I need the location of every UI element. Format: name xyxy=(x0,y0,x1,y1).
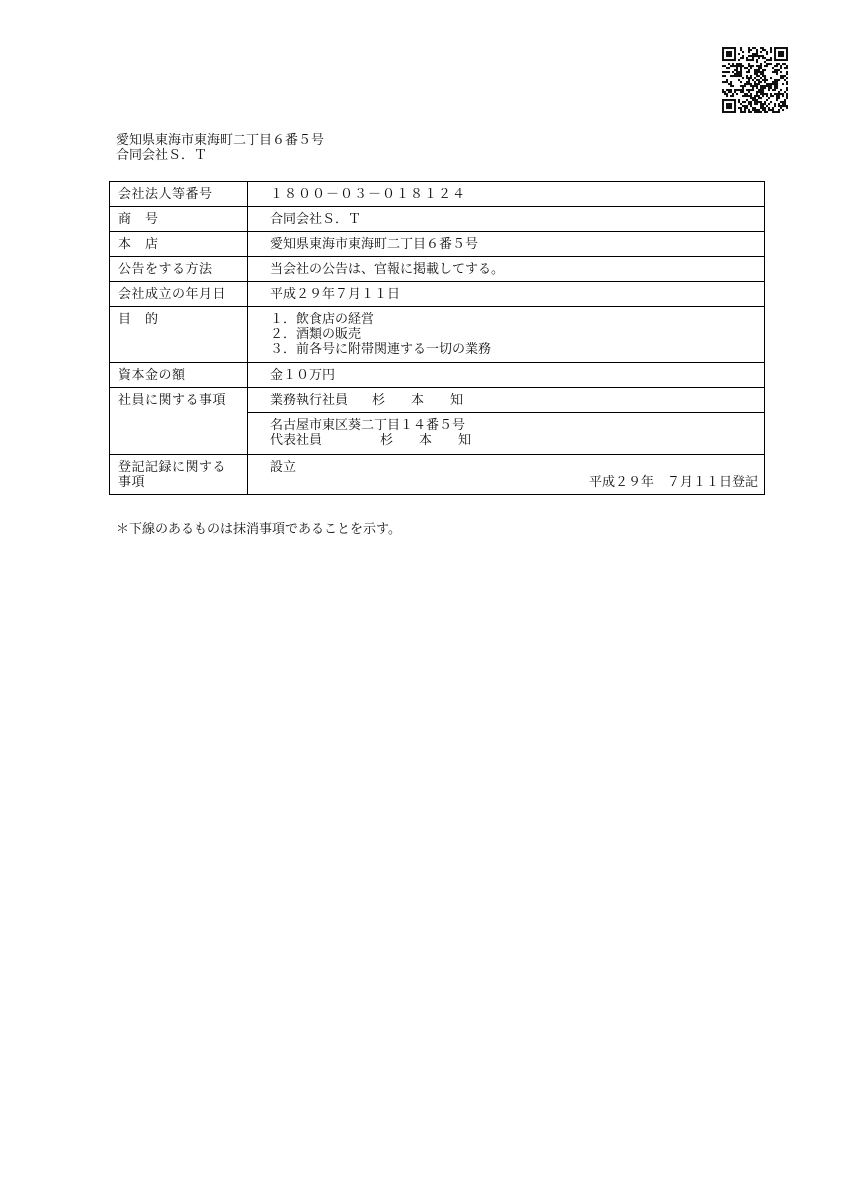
row-purpose xyxy=(110,307,765,363)
purpose-item-3: ３．前各号に附帯関連する一切の業務 xyxy=(270,342,492,357)
label-registration-line1: 登記記録に関する xyxy=(118,460,227,475)
label-capital: 資本金の額 xyxy=(110,363,248,388)
label-registration xyxy=(110,455,248,495)
header-address: 愛知県東海市東海町二丁目６番５号 xyxy=(116,133,325,148)
purpose-item-1: １．飲食店の経営 xyxy=(270,312,375,327)
registration-event: 設立 xyxy=(270,460,297,475)
label-corp-number: 会社法人等番号 xyxy=(110,182,248,207)
label-public-notice: 公告をする方法 xyxy=(110,257,248,282)
row-capital xyxy=(110,363,765,388)
row-trade-name xyxy=(110,207,765,232)
value-registration xyxy=(248,455,765,495)
label-purpose: 目 的 xyxy=(110,307,248,363)
rep-address: 名古屋市東区葵二丁目１４番５号 xyxy=(270,418,466,433)
executive-name: 杉 本 知 xyxy=(372,393,464,408)
value-public-notice: 当会社の公告は、官報に掲載してする。 xyxy=(248,257,765,282)
value-members-executive xyxy=(248,388,765,413)
label-trade-name: 商 号 xyxy=(110,207,248,232)
value-purpose xyxy=(248,307,765,363)
row-head-office xyxy=(110,232,765,257)
rep-title: 代表社員 xyxy=(270,433,323,448)
label-registration-line2: 事項 xyxy=(118,475,146,490)
executive-title: 業務執行社員 xyxy=(270,393,349,408)
value-trade-name: 合同会社Ｓ．Ｔ xyxy=(248,207,765,232)
rep-name: 杉 本 知 xyxy=(380,433,472,448)
value-head-office: 愛知県東海市東海町二丁目６番５号 xyxy=(248,232,765,257)
label-established: 会社成立の年月日 xyxy=(110,282,248,307)
row-corp-number xyxy=(110,182,765,207)
value-capital: 金１０万円 xyxy=(248,363,765,388)
row-established xyxy=(110,282,765,307)
label-members: 社員に関する事項 xyxy=(110,388,248,455)
row-members xyxy=(110,388,765,413)
value-members-representative xyxy=(248,413,765,455)
header-company: 合同会社Ｓ．Ｔ xyxy=(116,148,208,163)
qr-code-icon xyxy=(722,47,788,113)
purpose-item-2: ２．酒類の販売 xyxy=(270,327,362,342)
registration-table xyxy=(109,181,765,495)
footnote: ＊下線のあるものは抹消事項であることを示す。 xyxy=(116,522,401,537)
value-established: 平成２９年７月１１日 xyxy=(248,282,765,307)
header-address-block xyxy=(116,133,324,163)
value-corp-number: １８００－０３－０１８１２４ xyxy=(248,182,765,207)
row-registration xyxy=(110,455,765,495)
label-head-office: 本 店 xyxy=(110,232,248,257)
registration-date: 平成２９年 ７月１１日登記 xyxy=(588,475,758,490)
row-public-notice xyxy=(110,257,765,282)
